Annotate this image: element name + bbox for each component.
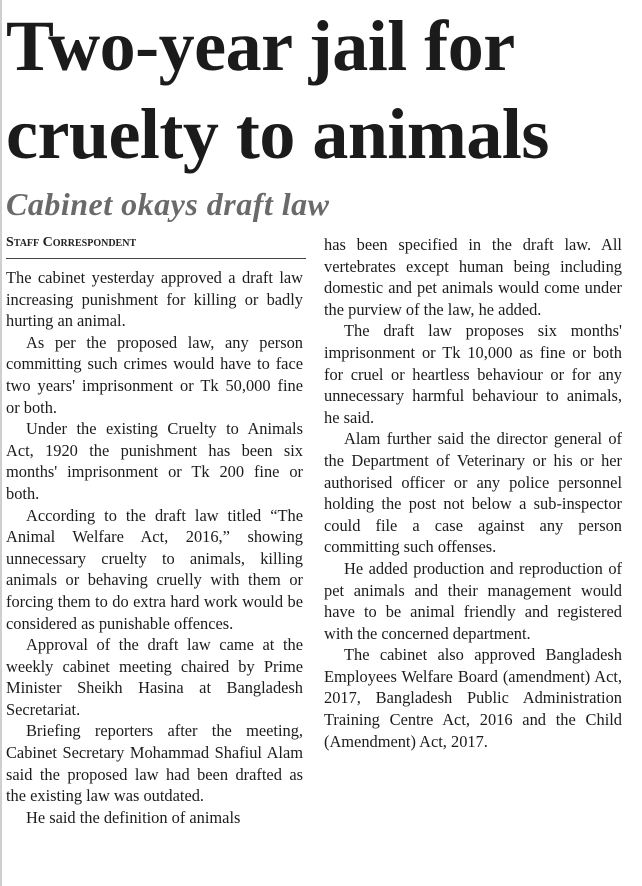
paragraph: He said the definition of animals: [26, 807, 241, 827]
article-column-2: [324, 234, 622, 752]
paragraph: Under the existing Cruelty to Animals Act, 1920 the punishment has been six months' imprisonment or Tk 200 fine or both.: [6, 419, 303, 503]
paragraph: The cabinet also approved Bangladesh Employees Welfare Board (amendment) Act, 2017, Bangladesh Public Administration Training Centre Act, 2016 and the Child (Amendment) Act, 2017.: [324, 645, 622, 751]
article-column-1: [6, 267, 303, 828]
paragraph: According to the draft law titled “The Animal Welfare Act, 2016,” showing unnecessary cruelty to animals, killing animals or behaving cruelly with them or forcing them to do extra hard work would be considered as punishable offences.: [6, 505, 303, 633]
headline: Two-year jail for cruelty to animals: [6, 6, 549, 174]
paragraph: Briefing reporters after the meeting, Cabinet Secretary Mohammad Shafiul Alam said the proposed law had been drafted as the existing law was outdated.: [6, 721, 303, 806]
paragraph: He added production and reproduction of pet animals and their management would have to be animal friendly and registered with the concerned department.: [324, 558, 622, 643]
paragraph: The cabinet yesterday approved a draft law increasing punishment for killing or badly hurting an animal.: [6, 268, 303, 331]
paragraph: As per the proposed law, any person committing such crimes would have to face two years' imprisonment or Tk 50,000 fine or both.: [6, 332, 303, 417]
subheadline: Cabinet okays draft law: [6, 186, 330, 222]
paragraph: has been specified in the draft law. All vertebrates except human being including domestic and pet animals would come under the purview of the law, he added.: [324, 235, 622, 319]
paragraph: The draft law proposes six months' imprisonment or Tk 10,000 as fine or both for cruel or heartless behaviour or for any unnecessary harmful behaviour to animals, he said.: [324, 321, 622, 427]
paragraph: Approval of the draft law came at the weekly cabinet meeting chaired by Prime Minister Sheikh Hasina at Bangladesh Secretariat.: [6, 635, 303, 719]
paragraph: Alam further said the director general of the Department of Veterinary or his or her authorised officer or any police personnel holding the post not below a sub-inspector could file a case against any person committing such offenses.: [324, 429, 622, 557]
byline: Staff Correspondent: [6, 234, 306, 259]
